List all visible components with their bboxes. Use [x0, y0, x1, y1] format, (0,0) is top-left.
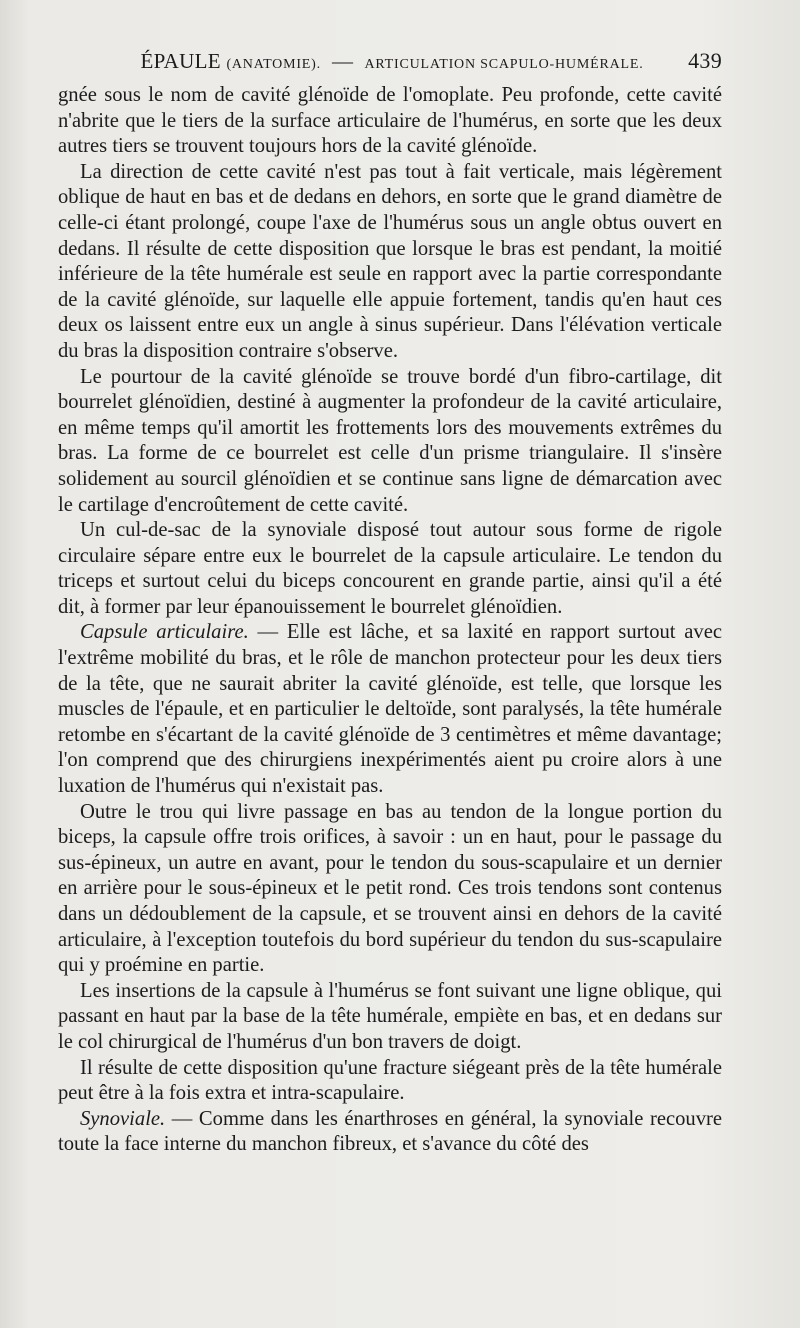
- running-head: [62, 48, 722, 74]
- paragraph-text: gnée sous le nom de cavité glénoïde de l'omoplate. Peu profonde, cette cavité n'abrite que le tiers de la surface articulaire de l'humérus, en sorte que les deux autres tiers se trouvent toujours hors de la cavité glénoïde.: [58, 84, 722, 158]
- title-main: ÉPAULE: [140, 48, 221, 73]
- paragraph-1: [58, 83, 722, 160]
- paragraph-text: — Comme dans les énarthroses en général, la synoviale recouvre toute la face interne du manchon fibreux, et s'avance du côté des: [58, 1107, 722, 1156]
- paragraph-text: Outre le trou qui livre passage en bas au tendon de la longue portion du biceps, la capsule offre trois orifices, à savoir : un en haut, pour le passage du sus-épineux, un autre en avant, pour le tendon du sous-scapulaire et un dernier en arrière pour le sous-épineux et le petit rond. Ces trois tendons sont contenus dans un dédoublement de la capsule, et se trouvent ainsi en dehors de la cavité articulaire, à l'exception toutefois du bord supérieur du tendon du sus-scapulaire qui y proémine en partie.: [58, 800, 722, 977]
- title-dash: —: [332, 48, 354, 73]
- paragraph-text: Il résulte de cette disposition qu'une fracture siégeant près de la tête humérale peut être à la fois extra et intra-scapulaire.: [58, 1056, 722, 1105]
- page-number: 439: [688, 48, 722, 73]
- paragraph-lead: Synoviale.: [80, 1107, 166, 1130]
- paragraph-text: Les insertions de la capsule à l'humérus se font suivant une ligne oblique, qui passant en haut par la base de la tête humérale, empiète en bas, et en dedans sur le col chirurgical de l'humérus d'un bon travers de doigt.: [58, 979, 722, 1053]
- running-title: [141, 49, 644, 74]
- paragraph-4: [58, 518, 722, 620]
- paragraph-7: [58, 979, 722, 1056]
- paragraph-text: — Elle est lâche, et sa laxité en rapport surtout avec l'extrême mobilité du bras, et le rôle de manchon protecteur pour les deux tiers de la tête, que ne saurait abriter la cavité glénoïde, est telle, que lorsque les muscles de l'épaule, et en particulier le deltoïde, sont paralysés, la tête humérale retombe en s'écartant de la cavité glénoïde de 3 centimètres et même davantage; l'on comprend que des chirurgiens inexpérimentés aient pu croire alors à une luxation de l'humérus qui n'existait pas.: [58, 621, 722, 798]
- paragraph-3: [58, 365, 722, 519]
- body-text: [58, 83, 722, 1158]
- paragraph-2: [58, 160, 722, 365]
- paragraph-6: [58, 800, 722, 979]
- paragraph-text: La direction de cette cavité n'est pas tout à fait verticale, mais légèrement oblique de haut en bas et de dedans en dehors, en sorte que le grand diamètre de celle-ci étant prolongé, coupe l'axe de l'humérus sous un angle obtus ouvert en dedans. Il résulte de cette disposition que lorsque le bras est pendant, la moitié inférieure de la tête humérale est seule en rapport avec la partie correspondante de la cavité glénoïde, sur laquelle elle appuie fortement, tandis qu'en haut ces deux os laissent entre eux un angle à sinus supérieur. Dans l'élévation verticale du bras la disposition contraire s'observe.: [58, 160, 722, 362]
- paragraph-8: [58, 1056, 722, 1107]
- title-section: ARTICULATION SCAPULO-HUMÉRALE.: [364, 56, 644, 72]
- paragraph-9: [58, 1107, 722, 1158]
- paragraph-text: Le pourtour de la cavité glénoïde se trouve bordé d'un fibro-cartilage, dit bourrelet glénoïdien, destiné à augmenter la profondeur de la cavité articulaire, en même temps qu'il amortit les frottements lors des mouvements extrêmes du bras. La forme de ce bourrelet est celle d'un prisme triangulaire. Il s'insère solidement au sourcil glénoïdien et se continue sans ligne de démarcation avec le cartilage d'encroûtement de cette cavité.: [58, 365, 722, 516]
- title-paren: (ANATOMIE).: [226, 56, 321, 72]
- paragraph-lead: Capsule articulaire.: [80, 621, 249, 644]
- paragraph-text: Un cul-de-sac de la synoviale disposé tout autour sous forme de rigole circulaire sépare entre eux le bourrelet de la capsule articulaire. Le tendon du triceps et surtout celui du biceps concourent en grande partie, ainsi qu'il a été dit, à former par leur épanouissement le bourrelet glénoïdien.: [58, 519, 722, 618]
- paragraph-5: [58, 620, 722, 799]
